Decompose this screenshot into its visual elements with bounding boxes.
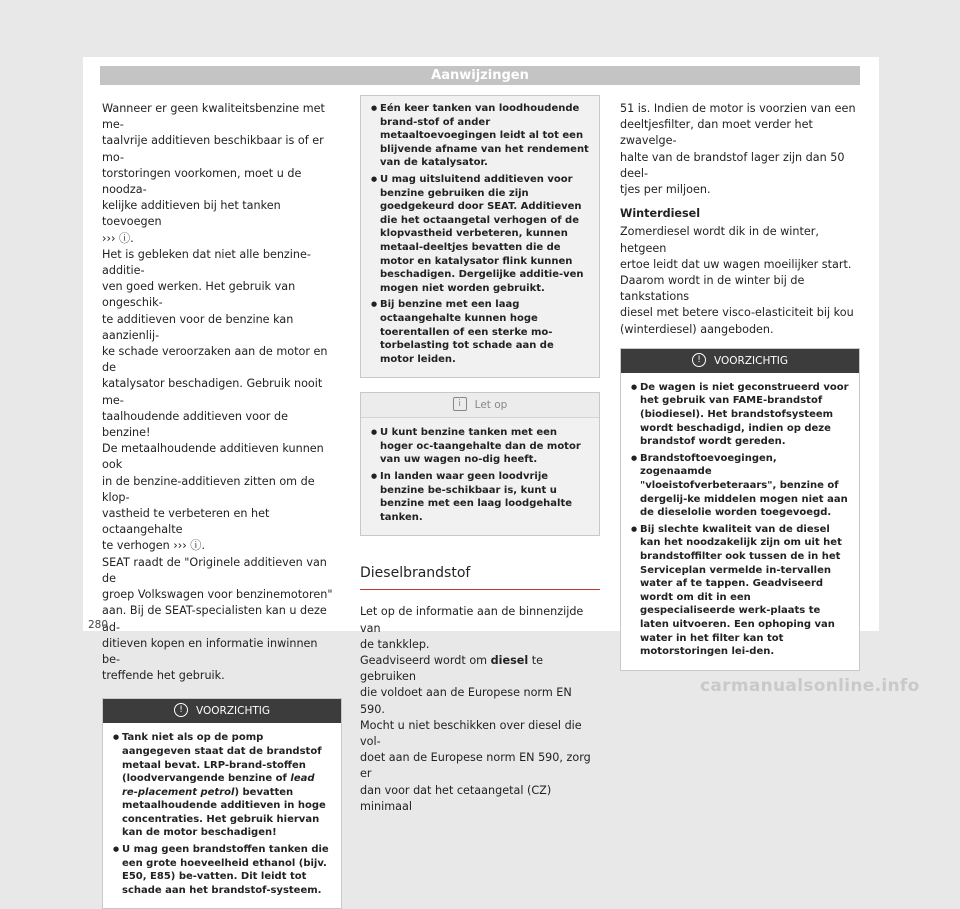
warning-item: ● Eén keer tanken van loodhoudende brand-stof of ander metaaltoevoegingen leidt al tot een blijvende afname van het rendement van de katalysator. [371, 102, 589, 170]
section-title: Dieselbrandstof [360, 564, 600, 590]
subtitle-winterdiesel: Winterdiesel [620, 207, 701, 221]
tip-box-header: i Let op [361, 393, 599, 418]
warning-box-header: ! VOORZICHTIG [103, 699, 341, 723]
warning-box-continued [360, 95, 600, 378]
winterdiesel-paragraph: Zomerdiesel wordt dik in de winter, hetgeen ertoe leidt dat uw wagen moeilijker start. Daarom wordt in de winter bij de tankstations diesel met betere visco-elasticiteit bij kou (winterdiesel) aangeboden. [620, 225, 854, 336]
column-3 [620, 101, 860, 671]
warning-item: ● De wagen is niet geconstrueerd voor het gebruik van FAME-brandstof (biodiesel). Het brandstofsysteem wordt beschadigd, indien op deze brandstof wordt gereden. [631, 381, 849, 449]
warning-item: ● Bij benzine met een laag octaangehalte kunnen hoge toerentallen of een sterke mo-torbelasting tot schade aan de motor leiden. [371, 298, 589, 366]
diesel-paragraph: Geadviseerd wordt om diesel te gebruiken die voldoet aan de Europese norm EN 590. Mocht u niet beschikken over diesel die vol- doet aan de Europese norm EN 590, zorg er dan voor dat het cetaangetal (CZ) minimaal [360, 654, 591, 813]
warning-item: ● Bij slechte kwaliteit van de diesel kan het noodzakelijk zijn om uit het brandstoffilter ook tussen de in het Serviceplan vermelde in-tervallen water af te tappen. Geadviseerd wordt om dit in een gespecialiseerde werk-plaats te laten uitvoeren. Een ophoping van water in het filter kan tot motorstoringen lei-den. [631, 523, 849, 659]
warning-box-1 [102, 698, 342, 909]
cetane-paragraph: 51 is. Indien de motor is voorzien van een deeltjesfilter, dan moet verder het zwavelge- halte van de brandstof lager zijn dan 50 deel- tjes per miljoen. [620, 102, 856, 197]
warning-item: ● Brandstoftoevoegingen, zogenaamde "vloeistofverbeteraars", benzine of dergelij-ke middelen mogen niet aan de dieselolie worden toegevoegd. [631, 452, 849, 520]
tip-item: ● In landen waar geen loodvrije benzine be-schikbaar is, kunt u benzine met een laag loodgehalte tanken. [371, 470, 589, 524]
page-header: Aanwijzingen [100, 66, 860, 85]
warning-item: ● Tank niet als op de pomp aangegeven staat dat de brandstof metaal bevat. LRP-brand-stoffen (loodvervangende benzine of lead re-placement petrol) bevatten metaalhoudende additieven in hoge concentraties. Het gebruik hiervan kan de motor beschadigen! [113, 731, 331, 840]
info-icon: i [453, 397, 467, 411]
warning-item: ● U mag uitsluitend additieven voor benzine gebruiken die zijn goedgekeurd door SEAT. Additieven die het octaangetal verhogen of de klopvastheid verbeteren, kunnen metaal-deeltjes bevatten die de motor en katalysator flink kunnen beschadigen. Dergelijke additie-ven mogen niet worden gebruikt. [371, 173, 589, 295]
warning-box-header: ! VOORZICHTIG [621, 349, 859, 373]
tip-box [360, 392, 600, 536]
tank-flap-paragraph: Let op de informatie aan de binnenzijde van de tankklep. [360, 605, 584, 651]
watermark: carmanualsonline.info [700, 676, 920, 696]
intro-paragraph: Wanneer er geen kwaliteitsbenzine met me- taalvrije additieven beschikbaar is of er mo- torstoringen voorkomen, moet u de noodza- kelijke additieven bij het tanken toevoegen ››› ⓘ. [102, 102, 325, 245]
warning-icon: ! [174, 703, 188, 717]
seat-advice-paragraph: SEAT raadt de "Originele additieven van de groep Volkswagen voor benzinemotoren" aan. Bij de SEAT-specialisten kan u deze ad- ditieven kopen en informatie inwinnen be- treffende het gebruik. [102, 555, 333, 683]
warning-item: ● U mag geen brandstoffen tanken die een grote hoeveelheid ethanol (bijv. E50, E85) be-vatten. Dit leidt tot schade aan het brandstof-systeem. [113, 843, 331, 897]
tip-item: ● U kunt benzine tanken met een hoger oc-taangehalte dan de motor van uw wagen no-dig heeft. [371, 426, 589, 467]
column-1 [102, 101, 338, 909]
page-number: 280 [88, 619, 109, 631]
warning-box-2 [620, 348, 860, 671]
warning-icon: ! [692, 353, 706, 367]
additives-paragraph: Het is gebleken dat niet alle benzine-additie- ven goed werken. Het gebruik van ongeschik- te additieven voor de benzine kan aanzienlij- ke schade veroorzaken aan de motor en de katalysator beschadigen. Gebruik nooit me- taalhoudende additieven voor de benzine! De metaalhoudende additieven kunnen ook in de benzine-additieven zitten om de klop- vastheid te verbeteren en het octaangehalte te verhogen ››› ⓘ. [102, 247, 328, 553]
